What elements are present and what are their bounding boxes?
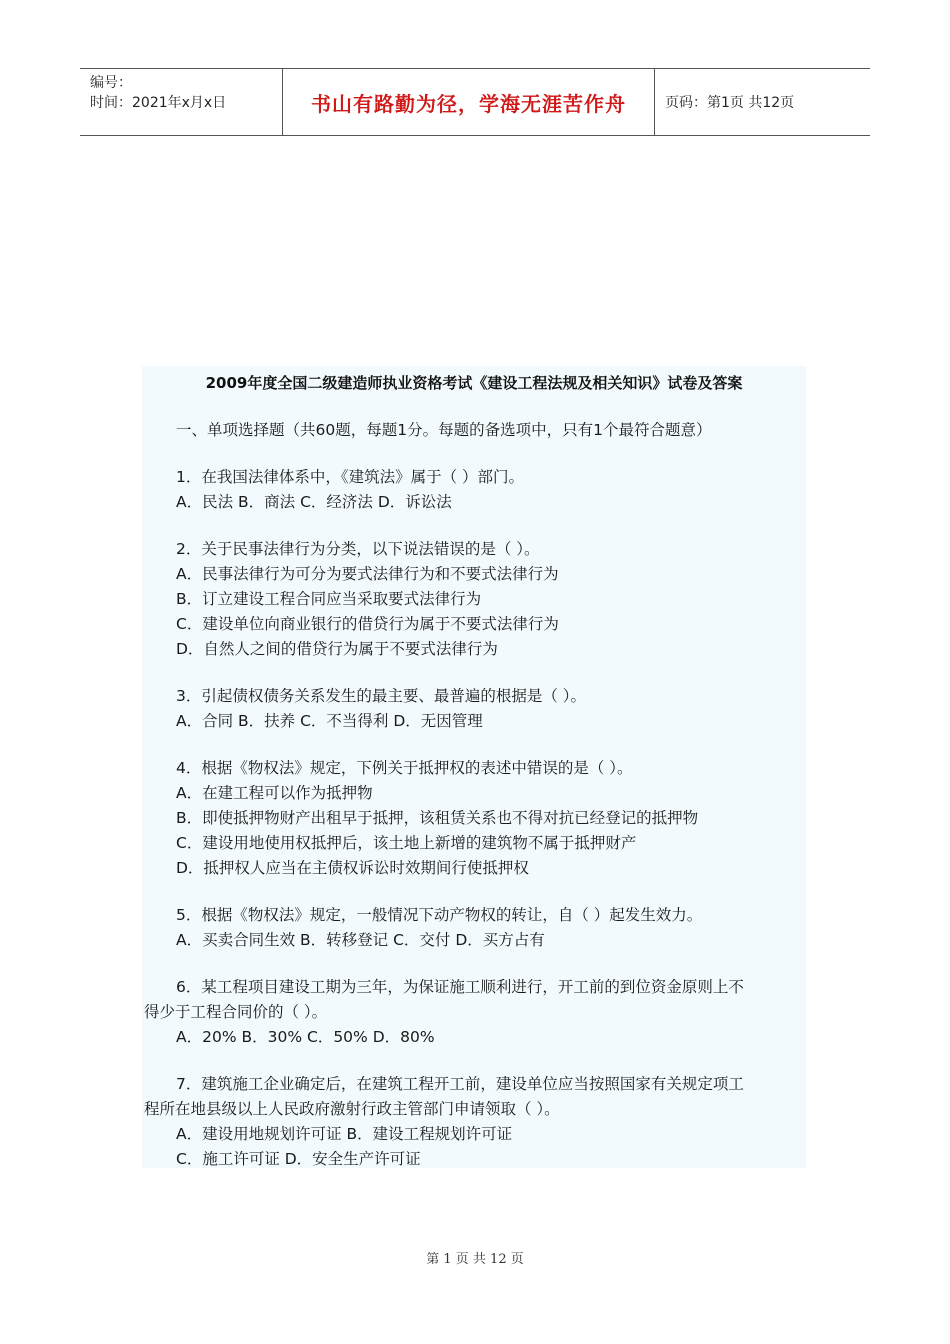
q2-option-a: A．民事法律行为可分为要式法律行为和不要式法律行为 xyxy=(176,565,559,583)
header-meta xyxy=(80,69,282,135)
q1-options: A．民法 B．商法 C．经济法 D．诉讼法 xyxy=(176,493,452,511)
q4-option-c: C．建设用地使用权抵押后，该土地上新增的建筑物不属于抵押财产 xyxy=(176,834,637,852)
q4-option-d: D．抵押权人应当在主债权诉讼时效期间行使抵押权 xyxy=(176,859,529,877)
q6-stem-line1: 6．某工程项目建设工期为三年，为保证施工顺利进行，开工前的到位资金原则上不 xyxy=(176,978,744,996)
q7-options-line1: A．建设用地规划许可证 B．建设工程规划许可证 xyxy=(176,1125,513,1143)
time-label: 时间：2021年x月x日 xyxy=(90,95,227,111)
section-heading: 一、单项选择题（共60题，每题1分。每题的备选项中，只有1个最符合题意） xyxy=(176,421,712,439)
q3-options: A．合同 B．扶养 C．不当得利 D．无因管理 xyxy=(176,712,483,730)
q2-stem: 2．关于民事法律行为分类，以下说法错误的是（ ）。 xyxy=(176,540,540,558)
q2-option-b: B．订立建设工程合同应当采取要式法律行为 xyxy=(176,590,482,608)
q7-stem-line1: 7．建筑施工企业确定后，在建筑工程开工前，建设单位应当按照国家有关规定项工 xyxy=(176,1075,744,1093)
q4-stem: 4．根据《物权法》规定，下例关于抵押权的表述中错误的是（ ）。 xyxy=(176,759,633,777)
page-header xyxy=(80,68,870,136)
number-label: 编号： xyxy=(90,75,132,91)
page-footer: 第 1 页 共 12 页 xyxy=(426,1252,524,1267)
document-body xyxy=(142,366,806,1168)
header-motto: 书山有路勤为径，学海无涯苦作舟 xyxy=(282,69,655,135)
q6-stem-line2: 得少于工程合同价的（ ）。 xyxy=(144,1003,328,1021)
q2-option-c: C．建设单位向商业银行的借贷行为属于不要式法律行为 xyxy=(176,615,559,633)
q2-option-d: D．自然人之间的借贷行为属于不要式法律行为 xyxy=(176,640,498,658)
q4-option-a: A．在建工程可以作为抵押物 xyxy=(176,784,373,802)
q7-stem-line2: 程所在地县级以上人民政府激射行政主管部门申请领取（ ）。 xyxy=(144,1100,560,1118)
q1-stem: 1．在我国法律体系中，《建筑法》属于（ ）部门。 xyxy=(176,468,525,486)
q5-stem: 5．根据《物权法》规定，一般情况下动产物权的转让，自（ ）起发生效力。 xyxy=(176,906,703,924)
q6-options: A．20% B．30% C．50% D．80% xyxy=(176,1028,435,1046)
q7-options-line2: C．施工许可证 D．安全生产许可证 xyxy=(176,1150,421,1168)
doc-title: 2009年度全国二级建造师执业资格考试《建设工程法规及相关知识》试卷及答案 xyxy=(205,374,743,392)
q4-option-b: B．即使抵押物财产出租早于抵押，该租赁关系也不得对抗已经登记的抵押物 xyxy=(176,809,699,827)
q3-stem: 3．引起债权债务关系发生的最主要、最普遍的根据是（ ）。 xyxy=(176,687,587,705)
q5-options: A．买卖合同生效 B．转移登记 C．交付 D．买方占有 xyxy=(176,931,545,949)
header-page-info: 页码：第1页 共12页 xyxy=(665,95,795,111)
